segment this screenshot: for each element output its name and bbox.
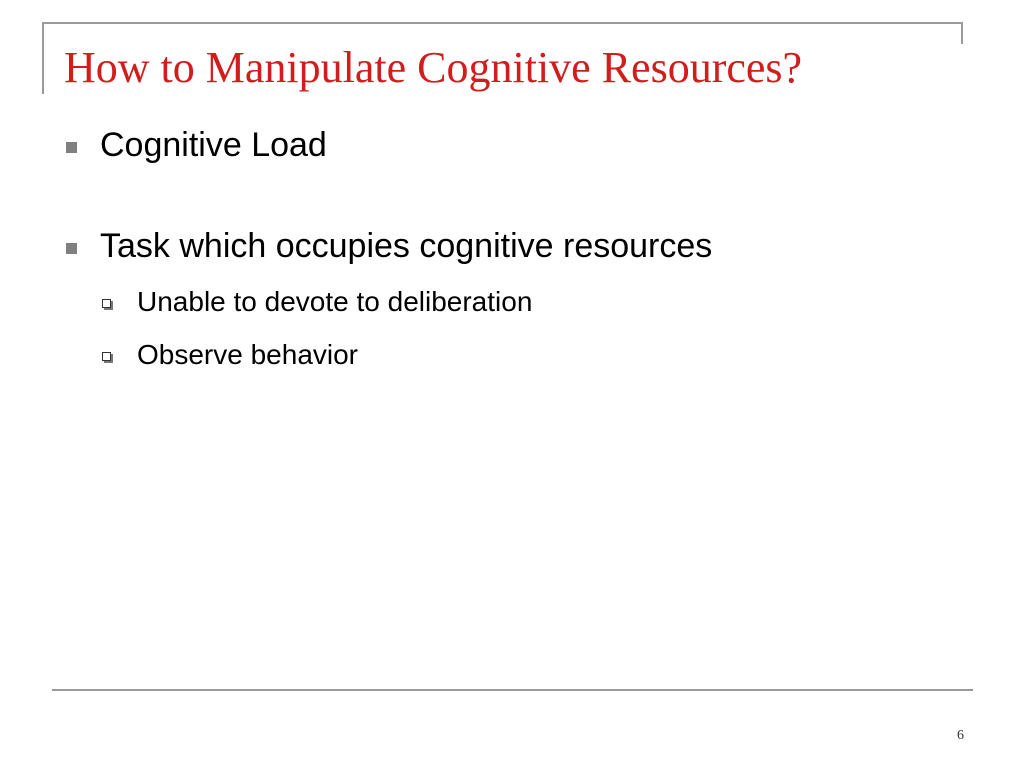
sub-bullet-item: Observe behavior xyxy=(137,339,359,370)
hollow-square-bullet-icon xyxy=(102,299,111,308)
filled-square-bullet-icon xyxy=(66,243,77,254)
hollow-square-bullet-icon xyxy=(102,352,111,361)
page-number: 6 xyxy=(957,728,964,743)
bullet-item: Task which occupies cognitive resources xyxy=(100,227,713,265)
slide-title: How to Manipulate Cognitive Resources? xyxy=(64,43,803,92)
title-frame-left-rule xyxy=(42,22,44,94)
filled-square-bullet-icon xyxy=(66,142,77,153)
footer-rule xyxy=(52,689,973,691)
title-frame-right-rule xyxy=(961,22,963,44)
sub-bullet-item: Unable to devote to deliberation xyxy=(137,286,533,317)
bullet-item: Cognitive Load xyxy=(100,126,327,164)
title-frame-top-rule xyxy=(42,22,963,24)
